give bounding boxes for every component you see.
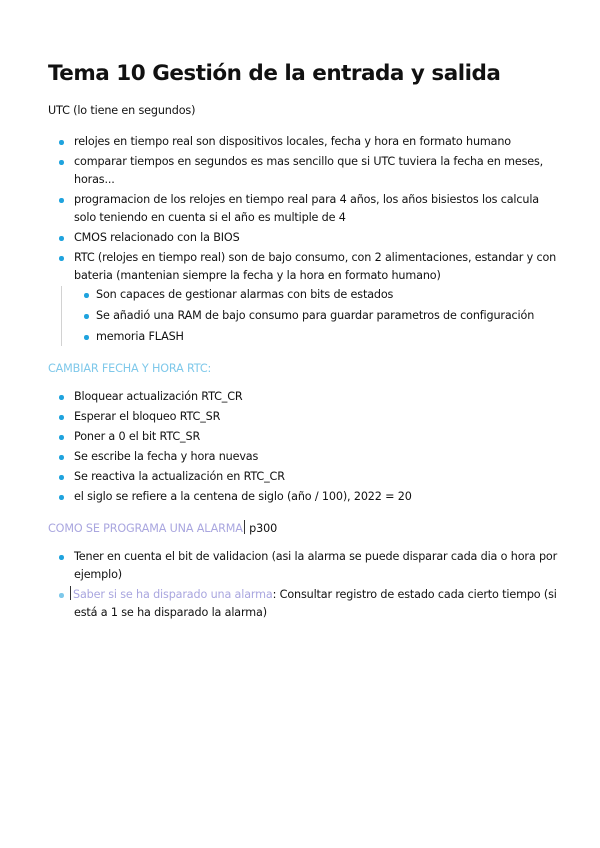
document-page [48,58,558,624]
text-cursor [244,520,245,534]
page-title: Tema 10 Gestión de la entrada y salida [48,61,501,86]
nested-list-item: memoria FLASH [86,328,558,346]
list-item: relojes en tiempo real son dispositivos locales, fecha y hora en formato humano [48,133,558,151]
list-item: Se escribe la fecha y hora nuevas [48,448,558,466]
list-item: Poner a 0 el bit RTC_SR [48,428,558,446]
list-item-text: : Consultar registro de estado cada cierto tiempo (si está a 1 se ha disparado la alarma) [74,588,557,619]
rtc-bullet-list [48,133,558,346]
list-item: Bloquear actualización RTC_CR [48,388,558,406]
list-item-text: RTC (relojes en tiempo real) son de bajo consumo, con 2 alimentaciones, estandar y con bateria (mantenian siempre la fecha y la hora en formato humano) [74,251,557,282]
intro-line: UTC (lo tiene en segundos) [48,104,196,117]
text-cursor [70,586,71,600]
section-heading-cambiar-fecha: CAMBIAR FECHA Y HORA RTC: [48,362,212,375]
section-heading-alarma [48,520,558,538]
alarma-heading-text: COMO SE PROGRAMA UNA ALARMA [48,522,243,535]
list-item: el siglo se refiere a la centena de siglo (año / 100), 2022 = 20 [48,488,558,506]
nested-list-item: Son capaces de gestionar alarmas con bits de estados [86,286,558,304]
list-item [48,249,558,346]
list-item: Se reactiva la actualización en RTC_CR [48,468,558,486]
list-item: Esperar el bloqueo RTC_SR [48,408,558,426]
list-item: Tener en cuenta el bit de validacion (asi la alarma se puede disparar cada dia o hora por ejemplo) [48,548,558,584]
list-item: CMOS relacionado con la BIOS [48,229,558,247]
list-item: comparar tiempos en segundos es mas sencillo que si UTC tuviera la fecha en meses, horas... [48,153,558,189]
list-item: programacion de los relojes en tiempo real para 4 años, los años bisiestos los calcula solo teniendo en cuenta si el año es multiple de 4 [48,191,558,227]
steps-bullet-list [48,388,558,506]
list-item [48,586,558,622]
page-reference: p300 [245,522,278,535]
alarma-bullet-list [48,548,558,622]
nested-bullet-list [61,286,558,346]
nested-list-item: Se añadió una RAM de bajo consumo para guardar parametros de configuración [86,307,558,325]
highlight-text: Saber si se ha disparado una alarma [73,588,273,601]
